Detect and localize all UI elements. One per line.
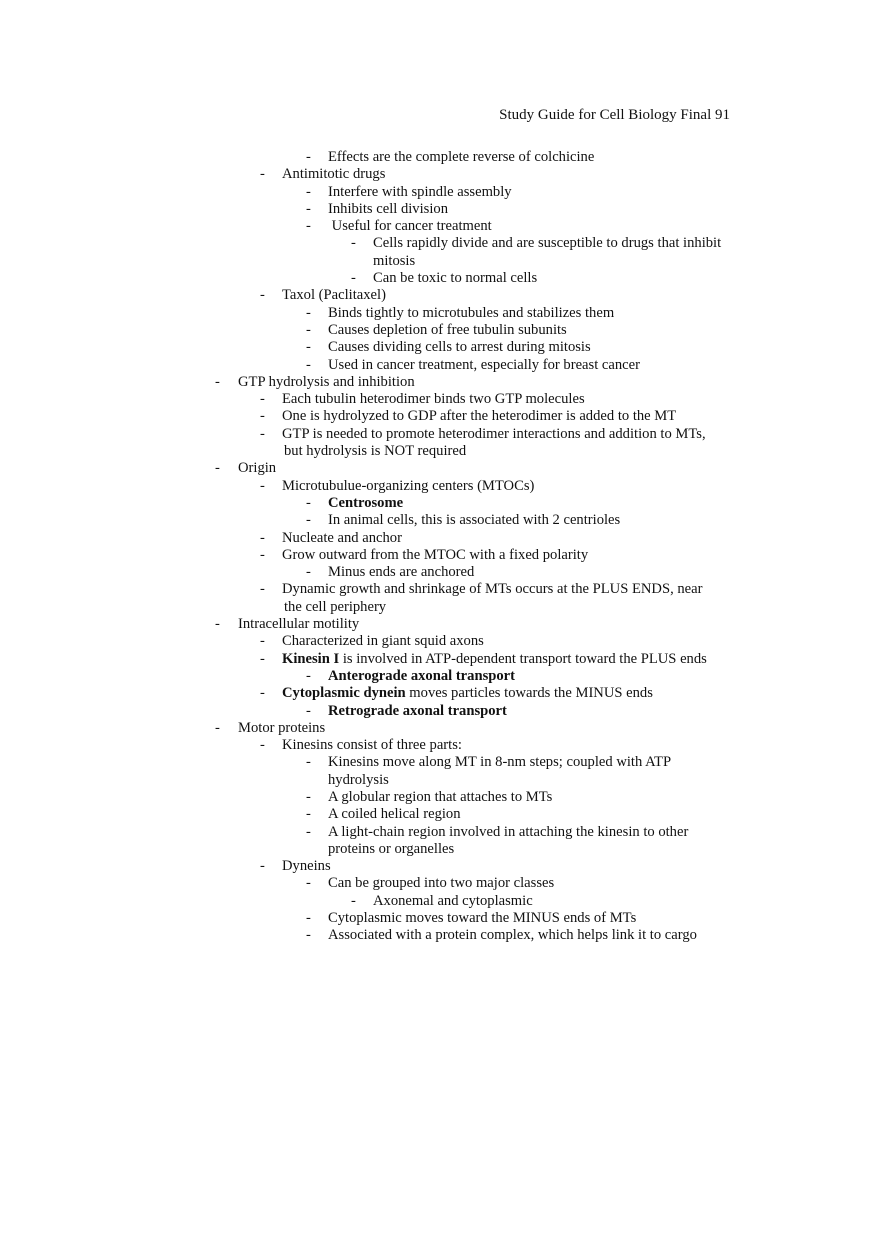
bullet-dash: - (260, 166, 265, 183)
bullet-dash: - (306, 183, 311, 200)
bold-term: Retrograde axonal transport (328, 702, 507, 719)
outline-text (282, 633, 484, 650)
outline-item-level-2 (0, 737, 880, 754)
bullet-dash: - (351, 270, 356, 287)
outline-text (373, 270, 537, 287)
bullet-dash: - (260, 287, 265, 304)
text-run: Causes depletion of free tubulin subunits (328, 321, 567, 338)
outline-content (0, 149, 880, 945)
outline-text (282, 166, 385, 183)
outline-item-level-3 (0, 305, 880, 322)
outline-item-level-3 (0, 339, 880, 356)
outline-text (282, 858, 331, 875)
outline-item-level-3 (0, 322, 880, 339)
outline-text (328, 754, 671, 771)
text-run: Interfere with spindle assembly (328, 183, 512, 200)
outline-item-level-2 (0, 391, 880, 408)
outline-item-level-2 (0, 685, 880, 702)
outline-text (328, 875, 554, 892)
bullet-dash: - (306, 806, 311, 823)
outline-item-level-1 (0, 374, 880, 391)
outline-item-level-3 (0, 184, 880, 201)
outline-item-level-2 (0, 547, 880, 564)
outline-text (373, 253, 415, 270)
outline-item-level-3 (0, 564, 880, 581)
outline-text (328, 218, 492, 235)
bullet-dash: - (306, 149, 311, 165)
bullet-dash: - (306, 304, 311, 321)
bullet-dash: - (351, 235, 356, 252)
bullet-dash: - (260, 408, 265, 425)
outline-text (328, 668, 515, 685)
outline-item-level-3 (0, 789, 880, 806)
text-run: Motor proteins (238, 719, 326, 736)
text-run: Kinesins consist of three parts: (282, 737, 462, 754)
outline-text (328, 184, 512, 201)
outline-item-level-2 (0, 581, 880, 598)
outline-item-level-3 (0, 218, 880, 235)
bullet-dash: - (260, 685, 265, 702)
text-run: Effects are the complete reverse of colchicine (328, 149, 595, 165)
text-run: moves particles towards the MINUS ends (405, 685, 653, 702)
text-run: Useful for cancer treatment (328, 218, 492, 235)
text-run: Characterized in giant squid axons (282, 633, 484, 650)
outline-text (238, 460, 276, 477)
outline-item-level-2 (0, 166, 880, 183)
text-run: A globular region that attaches to MTs (328, 788, 553, 805)
outline-text (282, 426, 706, 443)
outline-item-level-3 (0, 875, 880, 892)
bullet-dash: - (306, 788, 311, 805)
bullet-dash: - (260, 391, 265, 408)
outline-text (328, 806, 461, 823)
bullet-dash: - (306, 218, 311, 235)
text-run: Nucleate and anchor (282, 529, 402, 546)
outline-text (282, 391, 585, 408)
text-run: GTP is needed to promote heterodimer interactions and addition to MTs, (282, 425, 706, 442)
bullet-dash: - (215, 719, 220, 736)
outline-item-level-3 (0, 910, 880, 927)
text-run: Can be grouped into two major classes (328, 875, 555, 892)
outline-text (282, 547, 588, 564)
outline-text (328, 305, 614, 322)
text-run: A coiled helical region (328, 806, 461, 823)
text-run: One is hydrolyzed to GDP after the heterodimer is added to the MT (282, 408, 677, 425)
outline-item-level-3 (0, 703, 880, 720)
bullet-dash: - (306, 200, 311, 217)
outline-text (328, 339, 591, 356)
outline-text (373, 893, 533, 910)
text-run: Binds tightly to microtubules and stabilizes them (328, 304, 615, 321)
outline-item-level-3 (0, 824, 880, 841)
outline-text (328, 512, 620, 529)
text-run: Cytoplasmic moves toward the MINUS ends of MTs (328, 910, 637, 927)
outline-text (328, 927, 697, 944)
bullet-dash: - (306, 494, 311, 511)
bullet-dash: - (215, 460, 220, 477)
bullet-dash: - (260, 546, 265, 563)
bullet-dash: - (260, 858, 265, 875)
text-run: A light-chain region involved in attaching the kinesin to other (328, 823, 689, 840)
bold-term: Kinesin I (282, 650, 340, 667)
outline-line-continuation (0, 772, 880, 789)
text-run: Causes dividing cells to arrest during mitosis (328, 339, 591, 356)
outline-item-level-2 (0, 478, 880, 495)
text-run: mitosis (373, 252, 416, 269)
bullet-dash: - (260, 581, 265, 598)
text-run: hydrolysis (328, 771, 389, 788)
outline-text (238, 616, 359, 633)
text-run: Taxol (Paclitaxel) (282, 287, 386, 304)
bold-term: Centrosome (328, 494, 404, 511)
text-run: In animal cells, this is associated with 2 centrioles (328, 512, 621, 529)
outline-item-level-2 (0, 530, 880, 547)
outline-text (238, 374, 415, 391)
bullet-dash: - (306, 754, 311, 771)
outline-item-level-2 (0, 408, 880, 425)
bullet-dash: - (306, 512, 311, 529)
text-run: Grow outward from the MTOC with a fixed polarity (282, 546, 589, 563)
text-run: GTP hydrolysis and inhibition (238, 373, 415, 390)
outline-line-continuation (0, 443, 880, 460)
outline-item-level-3 (0, 668, 880, 685)
outline-text (328, 495, 403, 512)
outline-text (328, 703, 507, 720)
bullet-dash: - (260, 633, 265, 650)
outline-line-continuation (0, 253, 880, 270)
text-run: Associated with a protein complex, which helps link it to cargo (328, 927, 697, 944)
text-run: proteins or organelles (328, 840, 455, 857)
outline-item-level-2 (0, 633, 880, 650)
text-run: Minus ends are anchored (328, 564, 475, 581)
bullet-dash: - (260, 737, 265, 754)
text-run: Dynamic growth and shrinkage of MTs occurs at the PLUS ENDS, near (282, 581, 703, 598)
outline-line-continuation (0, 841, 880, 858)
outline-text (328, 564, 474, 581)
bullet-dash: - (306, 910, 311, 927)
outline-text (328, 149, 594, 166)
bullet-dash: - (260, 425, 265, 442)
outline-item-level-3 (0, 149, 880, 166)
outline-text (328, 357, 640, 374)
outline-item-level-2 (0, 858, 880, 875)
outline-text (328, 910, 636, 927)
outline-text (282, 478, 534, 495)
bullet-dash: - (306, 564, 311, 581)
text-run: Antimitotic drugs (282, 166, 386, 183)
outline-text (282, 530, 402, 547)
outline-item-level-4 (0, 270, 880, 287)
outline-item-level-1 (0, 460, 880, 477)
outline-item-level-3 (0, 201, 880, 218)
text-run: Each tubulin heterodimer binds two GTP molecules (282, 391, 585, 408)
outline-text (238, 720, 325, 737)
bullet-dash: - (306, 823, 311, 840)
text-run: Intracellular motility (238, 616, 360, 633)
outline-text (282, 651, 707, 668)
outline-item-level-3 (0, 754, 880, 771)
outline-item-level-3 (0, 512, 880, 529)
outline-text (282, 737, 462, 754)
bullet-dash: - (306, 339, 311, 356)
outline-item-level-4 (0, 893, 880, 910)
text-run: Origin (238, 460, 277, 477)
bullet-dash: - (306, 875, 311, 892)
text-run: Cells rapidly divide and are susceptible to drugs that inhibit (373, 235, 722, 252)
bullet-dash: - (306, 321, 311, 338)
text-run: Dyneins (282, 858, 331, 875)
outline-text (328, 789, 552, 806)
bullet-dash: - (260, 529, 265, 546)
text-run: Axonemal and cytoplasmic (373, 892, 533, 909)
outline-text (282, 685, 653, 702)
text-run: is involved in ATP-dependent transport toward the PLUS ends (339, 650, 707, 667)
outline-text (373, 235, 721, 252)
bullet-dash: - (306, 667, 311, 684)
page-header: Study Guide for Cell Biology Final 91 (499, 107, 730, 123)
text-run: Can be toxic to normal cells (373, 270, 538, 287)
outline-item-level-2 (0, 651, 880, 668)
outline-text (282, 581, 703, 598)
text-run: the cell periphery (284, 598, 387, 615)
outline-text (328, 841, 454, 858)
outline-item-level-4 (0, 235, 880, 252)
outline-item-level-2 (0, 426, 880, 443)
outline-item-level-3 (0, 927, 880, 944)
outline-item-level-1 (0, 616, 880, 633)
bullet-dash: - (351, 892, 356, 909)
outline-text (328, 772, 389, 789)
outline-item-level-3 (0, 495, 880, 512)
bullet-dash: - (306, 927, 311, 944)
outline-text (328, 824, 688, 841)
outline-text (282, 287, 386, 304)
outline-item-level-1 (0, 720, 880, 737)
outline-text (328, 201, 448, 218)
bullet-dash: - (306, 702, 311, 719)
text-run: Inhibits cell division (328, 200, 448, 217)
outline-item-level-3 (0, 806, 880, 823)
outline-text (328, 322, 567, 339)
outline-text (284, 443, 466, 460)
bold-term: Anterograde axonal transport (328, 667, 516, 684)
outline-item-level-3 (0, 357, 880, 374)
text-run: but hydrolysis is NOT required (284, 443, 467, 460)
bullet-dash: - (260, 650, 265, 667)
outline-text (284, 599, 386, 616)
bullet-dash: - (260, 477, 265, 494)
bullet-dash: - (215, 616, 220, 633)
outline-text (282, 408, 676, 425)
text-run: Microtubulue-organizing centers (MTOCs) (282, 477, 535, 494)
bullet-dash: - (306, 356, 311, 373)
bold-term: Cytoplasmic dynein (282, 685, 406, 702)
outline-line-continuation (0, 599, 880, 616)
text-run: Kinesins move along MT in 8-nm steps; coupled with ATP (328, 754, 672, 771)
text-run: Used in cancer treatment, especially for breast cancer (328, 356, 640, 373)
outline-item-level-2 (0, 287, 880, 304)
bullet-dash: - (215, 373, 220, 390)
